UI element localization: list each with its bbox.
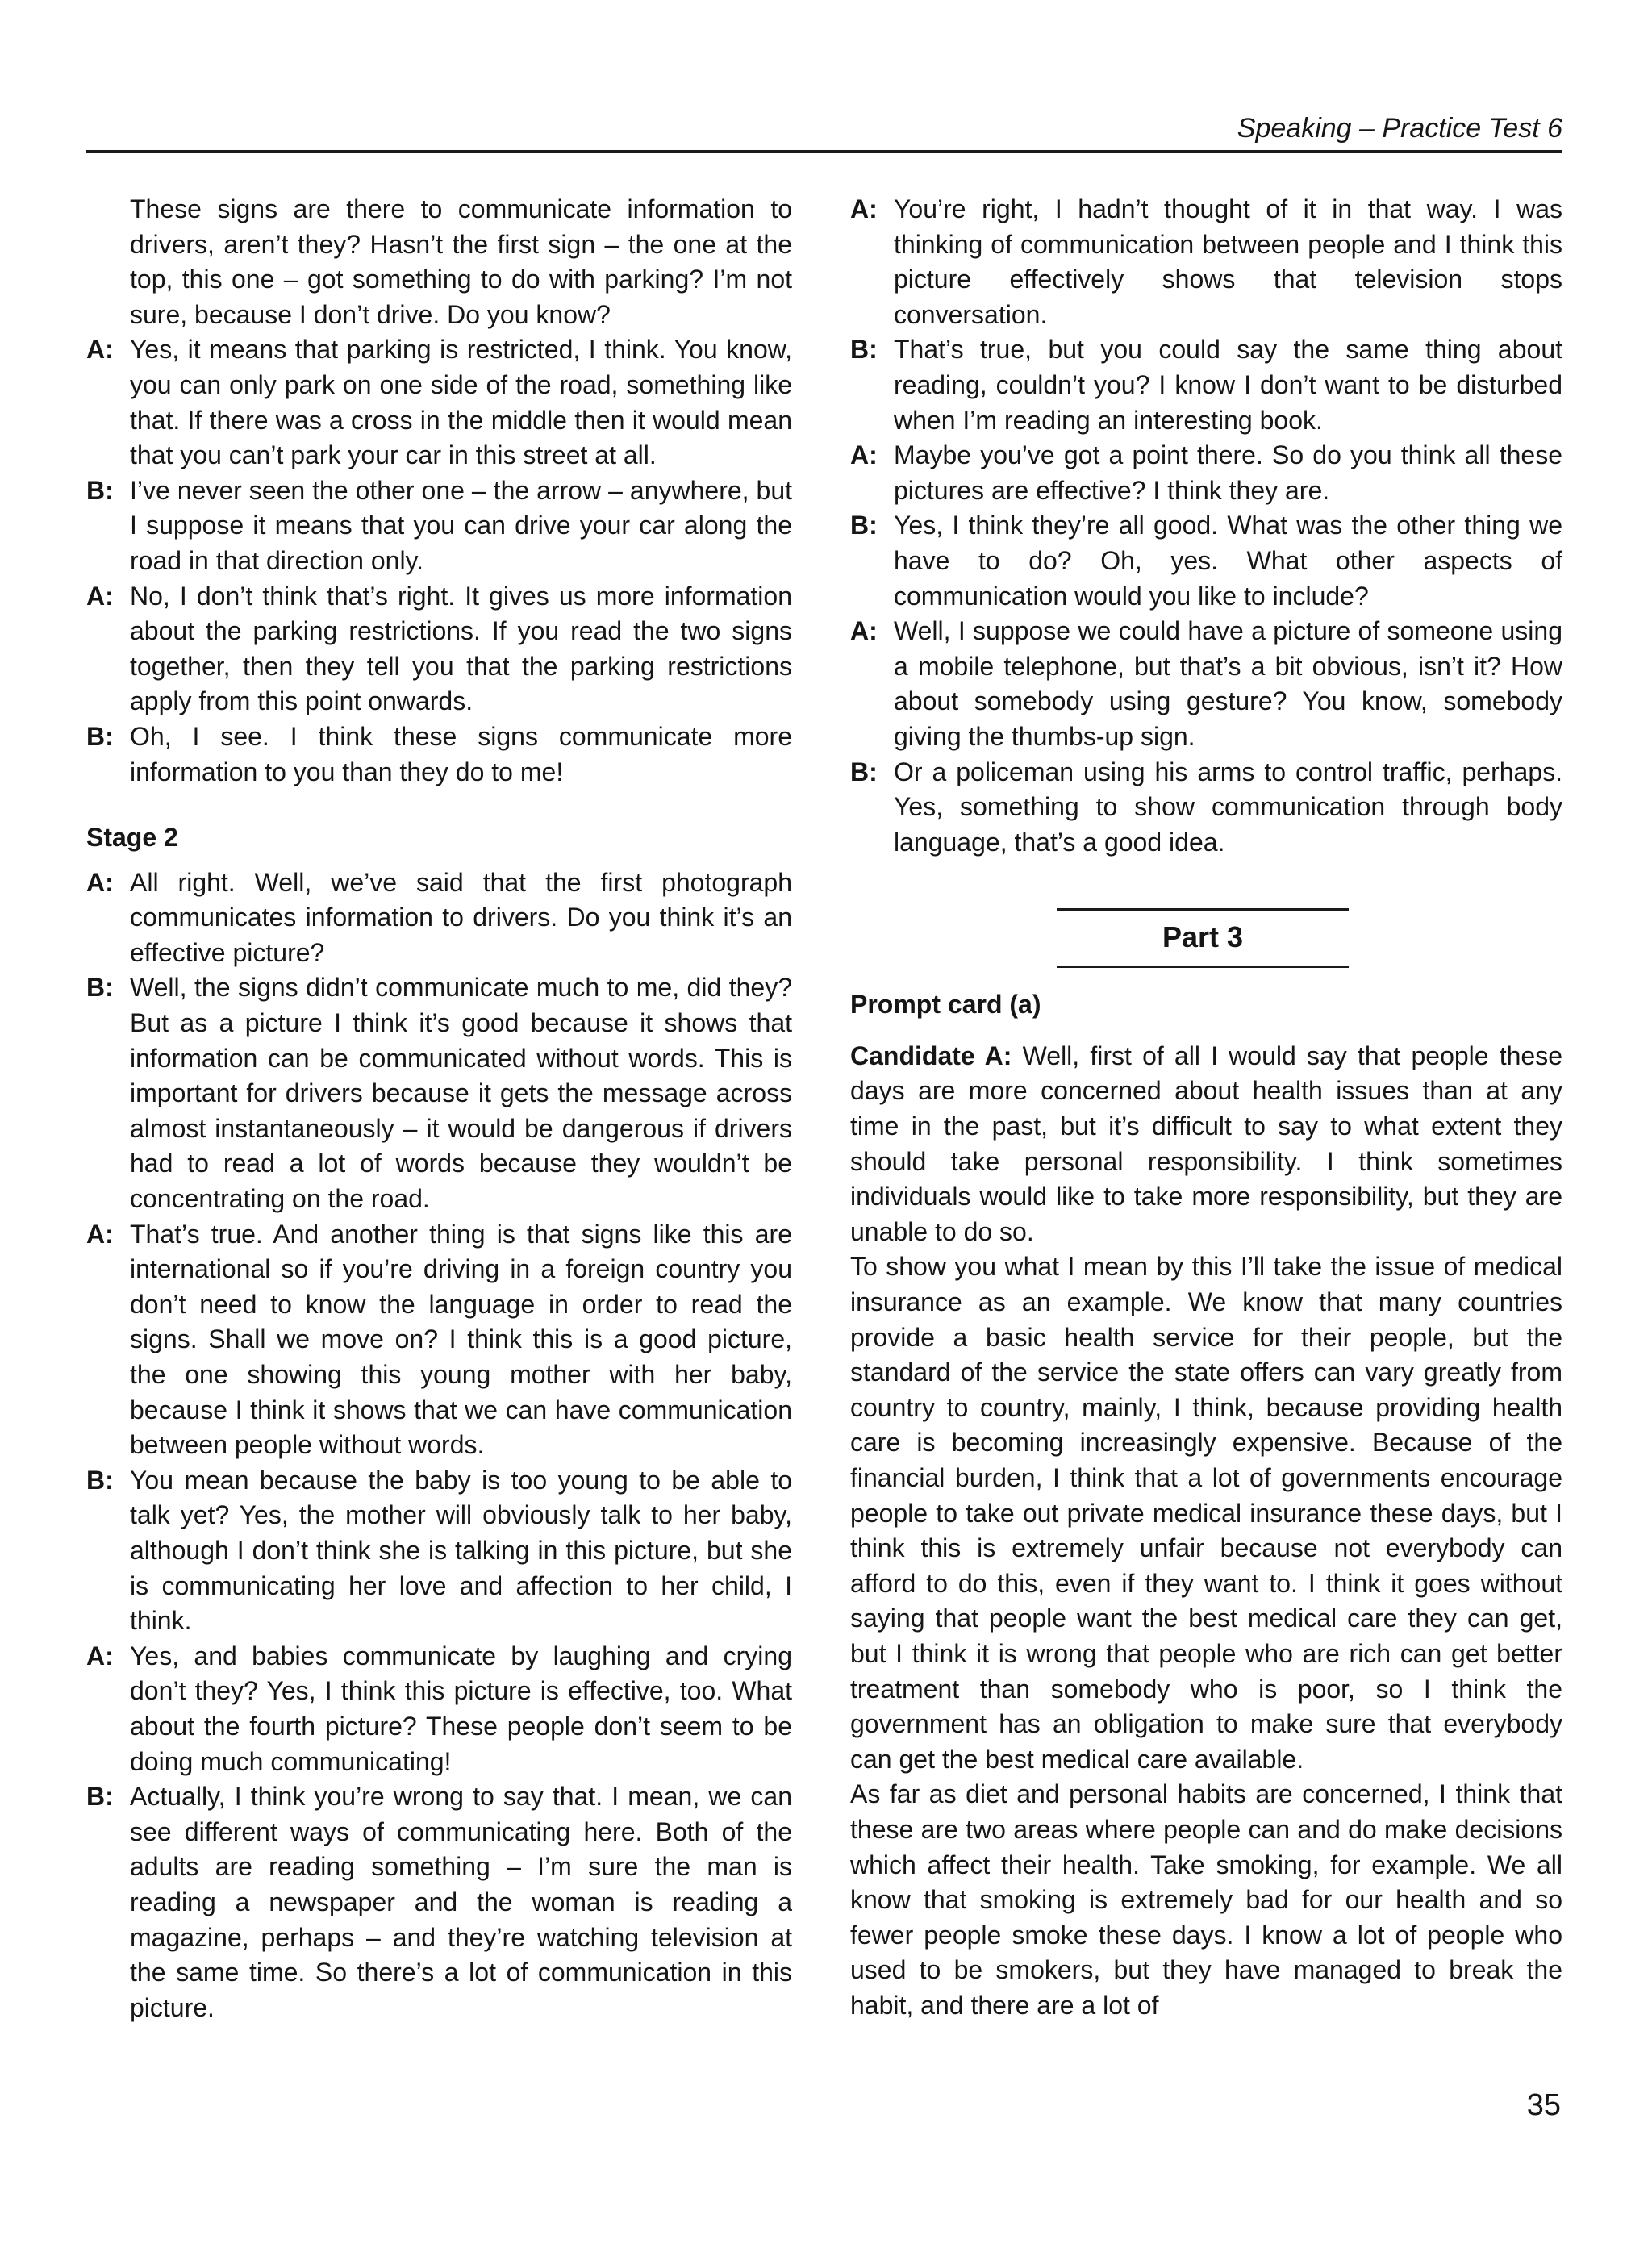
dialogue-line bbox=[86, 332, 792, 473]
dialogue-text: No, I don’t think that’s right. It gives us more information about the parking restrictions. If you read the two signs together, then they tell you that the parking restrictions apply from this point onwards. bbox=[130, 581, 792, 716]
dialogue-text: You mean because the baby is too young to be able to talk yet? Yes, the mother will obviously talk to her baby, although I don’t think she is talking in this picture, but she is communicating her love and affection to her child, I think. bbox=[130, 1465, 792, 1636]
speaker-label: B: bbox=[850, 335, 878, 365]
dialogue-line bbox=[86, 1463, 792, 1639]
opening-paragraph: These signs are there to communicate information to drivers, aren’t they? Hasn’t the first sign – the one at the top, this one – got something to do with parking? I’m not sure, because I don’t drive. Do you know? bbox=[130, 194, 792, 329]
dialogue-text: Yes, it means that parking is restricted, I think. You know, you can only park on one side of the road, something like that. If there was a cross in the middle then it would mean that you can’t park your car in this street at all. bbox=[130, 335, 792, 470]
dialogue-line bbox=[86, 1779, 792, 2025]
dialogue-line bbox=[850, 332, 1562, 438]
dialogue-text: Well, the signs didn’t communicate much to me, did they? But as a picture I think it’s good because it shows that information can be communicated without words. This is important for drivers because it gets the message across almost instantaneously – it would be dangerous if drivers had to read a lot of words because they wouldn’t be concentrating on the road. bbox=[130, 973, 792, 1214]
candidate-label: Candidate A: bbox=[850, 1041, 1012, 1070]
speaker-label: B: bbox=[86, 475, 114, 505]
dialogue-line bbox=[850, 438, 1562, 508]
speaker-label: A: bbox=[850, 194, 878, 223]
dialogue-text: That’s true. And another thing is that signs like this are international so if you’re driving in a foreign country you don’t need to know the language in order to read the signs. Shall we move on? I think this is a good picture, the one showing this young mother with her baby, because I think it shows that we can have communication between people without words. bbox=[130, 1219, 792, 1460]
dialogue-text: That’s true, but you could say the same thing about reading, couldn’t you? I know I don’t want to be disturbed when I’m reading an interesting book. bbox=[894, 335, 1562, 435]
speaker-label: B: bbox=[86, 973, 114, 1003]
body-paragraph: As far as diet and personal habits are concerned, I think that these are two areas where people can and do make decisions which affect their health. Take smoking, for example. We all know that smoking is extremely bad for our health and so fewer people smoke these days. I know a lot of people who used to be smokers, but they have managed to break the habit, and there are a lot of bbox=[850, 1779, 1562, 2020]
speaker-label: B: bbox=[850, 757, 878, 786]
candidate-paragraph bbox=[850, 1039, 1562, 1250]
prompt-card-heading: Prompt card (a) bbox=[850, 990, 1041, 1020]
body-paragraph: To show you what I mean by this I’ll take the issue of medical insurance as an example. We know that many countries provide a basic health service for their people, but the standard of the service the state offers can vary greatly from country to country, mainly, I think, because providing health care is becoming increasingly expensive. Because of the financial burden, I think that a lot of governments encourage people to take out private medical insurance these days, but I think this is extremely unfair because not everybody can afford to do this, even if they want to. I think it goes without saying that people want the best medical care they can get, but I think it is wrong that people who are rich can get better treatment than somebody who is poor, so I think the government has an obligation to make sure that everybody can get the best medical care available. bbox=[850, 1252, 1562, 1774]
part-3-heading: Part 3 bbox=[1057, 908, 1349, 968]
speaker-label: A: bbox=[86, 335, 114, 365]
speaker-label: A: bbox=[86, 581, 114, 611]
left-column bbox=[86, 192, 792, 2025]
dialogue-text: I’ve never seen the other one – the arrow – anywhere, but I suppose it means that you can drive your car along the road in that direction only. bbox=[130, 475, 792, 575]
dialogue-line bbox=[850, 508, 1562, 614]
dialogue-text: You’re right, I hadn’t thought of it in that way. I was thinking of communication between people and I think this picture effectively shows that television stops conversation. bbox=[894, 194, 1562, 329]
speaker-label: A: bbox=[86, 1219, 114, 1249]
dialogue-text: Maybe you’ve got a point there. So do you think all these pictures are effective? I think they are. bbox=[894, 440, 1562, 505]
page-number: 35 bbox=[1526, 2088, 1561, 2122]
dialogue-text: Well, I suppose we could have a picture of someone using a mobile telephone, but that’s a bit obvious, isn’t it? How about somebody using gesture? You know, somebody giving the thumbs-up sign. bbox=[894, 616, 1562, 751]
candidate-text: Well, first of all I would say that people these days are more concerned about health issues than at any time in the past, but it’s difficult to say to what extent they should take personal responsibility. I think sometimes individuals would like to take more responsibility, but they are unable to do so. bbox=[850, 1041, 1563, 1246]
dialogue-line bbox=[850, 192, 1562, 332]
speaker-label: A: bbox=[850, 440, 878, 470]
dialogue-line bbox=[86, 719, 792, 790]
speaker-label: B: bbox=[86, 1782, 114, 1812]
dialogue-line bbox=[86, 865, 792, 971]
right-column bbox=[850, 192, 1562, 2024]
running-header: Speaking – Practice Test 6 bbox=[1237, 113, 1562, 144]
header-rule bbox=[86, 150, 1562, 153]
dialogue-text: Yes, and babies communicate by laughing and crying don’t they? Yes, I think this picture is effective, too. What about the fourth picture? These people don’t seem to be doing much communicating! bbox=[130, 1641, 792, 1776]
dialogue-line bbox=[86, 579, 792, 719]
speaker-label: A: bbox=[86, 867, 114, 897]
dialogue-text: Yes, I think they’re all good. What was the other thing we have to do? Oh, yes. What other aspects of communication would you like to include? bbox=[894, 511, 1562, 611]
speaker-label: B: bbox=[86, 721, 114, 751]
dialogue-text: All right. Well, we’ve said that the first photograph communicates information to drivers. Do you think it’s an effective picture? bbox=[130, 867, 792, 967]
speaker-label: A: bbox=[86, 1641, 114, 1670]
speaker-label: B: bbox=[850, 511, 878, 540]
dialogue-line bbox=[850, 614, 1562, 754]
dialogue-line bbox=[850, 755, 1562, 861]
dialogue-line bbox=[86, 970, 792, 1216]
speaker-label: A: bbox=[850, 616, 878, 646]
dialogue-text: Oh, I see. I think these signs communicate more information to you than they do to me! bbox=[130, 721, 792, 786]
dialogue-text: Or a policeman using his arms to control traffic, perhaps. Yes, something to show communication through body language, that’s a good idea. bbox=[894, 757, 1562, 857]
stage-2-heading: Stage 2 bbox=[86, 823, 178, 853]
dialogue-line bbox=[86, 1639, 792, 1779]
dialogue-line bbox=[86, 1217, 792, 1463]
speaker-label: B: bbox=[86, 1465, 114, 1495]
dialogue-line bbox=[86, 473, 792, 579]
dialogue-text: Actually, I think you’re wrong to say that. I mean, we can see different ways of communicating here. Both of the adults are reading something – I’m sure the man is reading a newspaper and the woman is reading a magazine, perhaps – and they’re watching television at the same time. So there’s a lot of communication in this picture. bbox=[130, 1782, 792, 2022]
